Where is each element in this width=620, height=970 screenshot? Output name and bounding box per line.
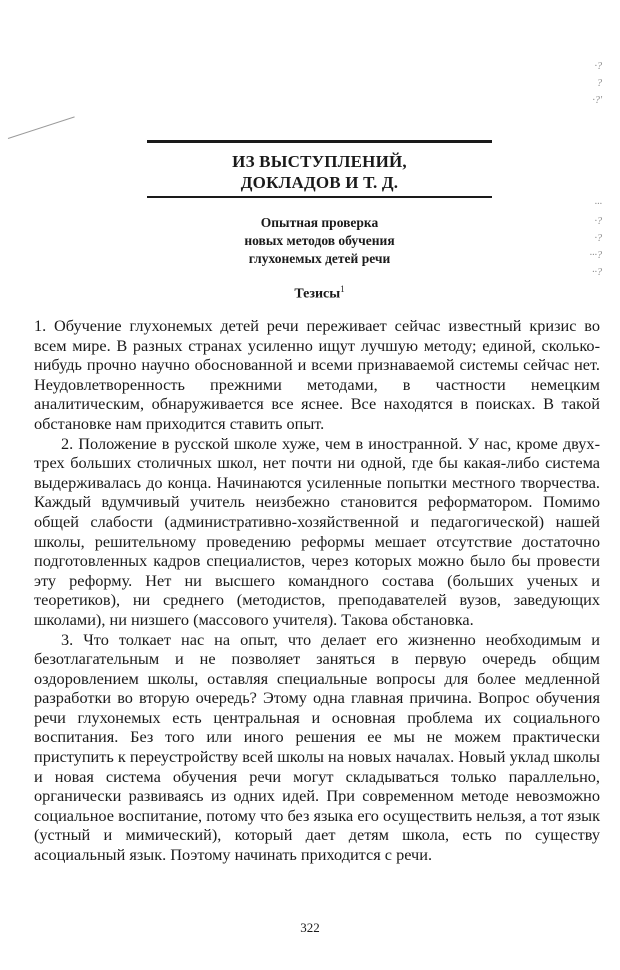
body-text <box>34 316 600 865</box>
article-title-line: новых методов обучения <box>244 233 395 248</box>
margin-marks-mid <box>572 200 602 285</box>
margin-mark: ·?' <box>592 95 602 106</box>
theses-label: Тезисы <box>294 286 341 302</box>
margin-mark: ···? <box>589 250 602 261</box>
section-title-line: ДОКЛАДОВ И Т. Д. <box>240 173 399 192</box>
paragraph: 3. Что толкает нас на опыт, что делает его жизненно необходимым и безотлагательным и не позволяет заняться в первую очередь общим оздоровлением школы, оставляя специальные вопросы для более медленной разработки во вторую очередь? Этому одна главная причина. Вопрос обучения речи глухонемых есть центральная и основная проблема их социального воспитания. Без того или иного решения ее мы не можем практически приступить к переустройству всей школы на новых началах. Новый уклад школы и новая система обучения речи могут складываться только параллельно, органически развиваясь из одних идей. При современном методе невозможно социальное воспитание, потому что без языка его осуществить нельзя, а тот язык (устный и мимический), который дает детям школа, есть по существу асоциальный язык. Поэтому начинать приходится с речи. <box>34 629 600 865</box>
footnote-ref: 1 <box>340 284 345 294</box>
paragraph: 1. Обучение глухонемых детей речи переживает сейчас известный кризис во всем мире. В разных странах усиленно ищут лучшую методу; единой, сколько-нибудь прочно научно обоснованной и всеми признаваемой системы сейчас нет. Неудовлетворенность прежними методами, в частности немецким аналитическим, обнаруживается все яснее. Все находятся в поисках. В такой обстановке нам приходится ставить опыт. <box>34 316 600 433</box>
section-rule-bottom <box>147 196 492 198</box>
margin-marks-top <box>572 62 602 113</box>
page-number: 322 <box>300 920 320 935</box>
margin-mark: ··· <box>594 199 602 210</box>
paragraph: 2. Положение в русской школе хуже, чем в иностранной. У нас, кроме двух-трех больших столичных школ, нет почти ни одной, где бы какая-либо система выдерживалась до конца. Начинаются усиленные попытки местного творчества. Каждый вдумчивый учитель неизбежно становится реформатором. Помимо общей слабости (административно-хозяйственной и педагогической) нашей школы, решительному проведению реформы мешает отсутствие достаточно подготовленных кадров специалистов, через которых можно было бы провести эту реформу. Нет ни высшего командного состава (больших ученых и теоретиков), ни среднего (методистов, преподавателей вузов, заведующих школами), ни низшего (массового учителя). Такова обстановка. <box>34 433 600 629</box>
margin-mark: ? <box>597 78 602 89</box>
section-rule-top <box>147 140 492 143</box>
section-title <box>147 151 492 193</box>
section-title-line: ИЗ ВЫСТУПЛЕНИЙ, <box>232 152 407 171</box>
margin-mark: ··? <box>592 267 602 278</box>
article-title-line: Опытная проверка <box>260 215 379 230</box>
theses-heading <box>147 284 492 303</box>
margin-mark: ·? <box>594 233 602 244</box>
margin-scratch <box>8 116 75 139</box>
margin-mark: ·? <box>594 61 602 72</box>
margin-mark: ·? <box>594 216 602 227</box>
article-title <box>147 214 492 268</box>
article-title-line: глухонемых детей речи <box>248 251 391 266</box>
